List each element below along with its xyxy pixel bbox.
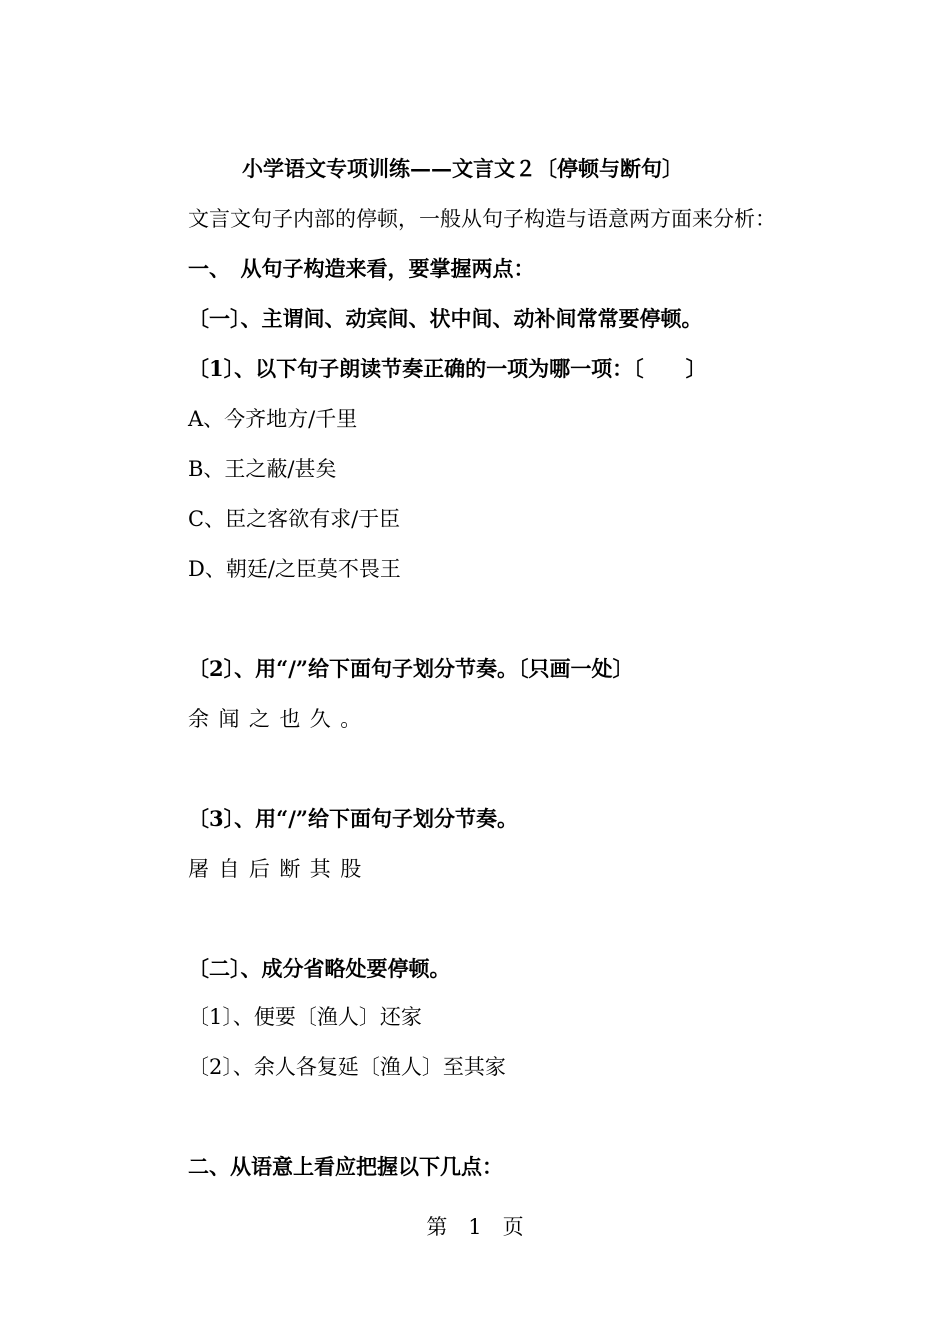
question2-sentence: 余闻之也久。 [188, 707, 371, 731]
subsection1-heading: 〔一〕、主谓间、动宾间、状中间、动补间常常要停顿。 [188, 306, 703, 331]
subsection2-example-2: 〔2〕、余人各复延〔渔人〕至其家 [188, 1055, 506, 1079]
subsection2-example-1: 〔1〕、便要〔渔人〕还家 [188, 1005, 422, 1029]
question1-option-b: B、王之蔽/甚矣 [188, 457, 337, 481]
question2-prompt: 〔2〕、用“/”给下面句子划分节奏。〔只画一处〕 [188, 656, 634, 681]
question3-prompt: 〔3〕、用“/”给下面句子划分节奏。 [188, 806, 518, 831]
section1-heading: 一、 从句子构造来看，要掌握两点： [188, 256, 535, 281]
question1-option-d: D、朝廷/之臣莫不畏王 [188, 557, 401, 581]
question3-sentence: 屠自后断其股 [188, 857, 371, 881]
page-number: 第 1 页 [426, 1215, 524, 1239]
section2-heading: 二、从语意上看应把握以下几点： [188, 1154, 503, 1179]
question1-option-c: C、臣之客欲有求/于臣 [188, 507, 401, 531]
subsection2-heading: 〔二〕、成分省略处要停顿。 [188, 956, 451, 981]
document-title: 小学语文专项训练——文言文２〔停顿与断句〕 [242, 156, 683, 181]
intro-paragraph: 文言文句子内部的停顿，一般从句子构造与语意两方面来分析： [188, 207, 776, 231]
question1-option-a: A、今齐地方/千里 [188, 407, 358, 431]
question1-prompt: 〔1〕、以下句子朗读节奏正确的一项为哪一项：〔 〕 [188, 356, 707, 381]
